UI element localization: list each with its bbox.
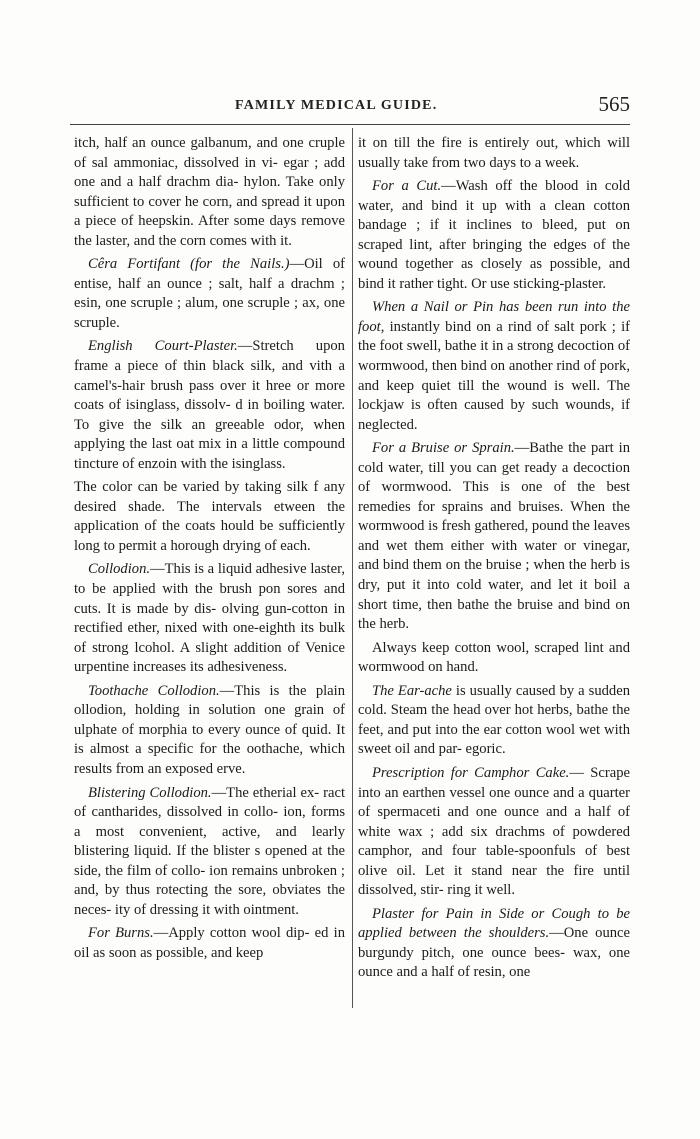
paragraph-text: —Oil of entise, half an ounce ; salt, half a drachm ; esin, one scruple ; alum, one scruple ; ax, one scruple. — [74, 256, 345, 331]
paragraph — [358, 177, 630, 294]
paragraph-heading: Collodion. — [88, 561, 151, 578]
paragraph — [74, 255, 345, 333]
paragraph-text: The color can be varied by taking silk f any desired shade. The intervals etween the application of the coats hould be sufficiently long to permit a horough drying of each. — [74, 479, 345, 554]
paragraph — [358, 298, 630, 435]
paragraph-heading: For a Bruise or Sprain. — [372, 440, 515, 457]
running-title: FAMILY MEDICAL GUIDE. — [235, 98, 438, 113]
paragraph — [74, 134, 345, 251]
paragraph-heading: For a Cut. — [372, 178, 442, 195]
column-divider — [352, 128, 353, 1008]
paragraph-text: instantly bind on a rind of salt pork ; if the foot swell, bathe it in a strong decoction of wormwood, then bind on another rind of pork, and keep quiet till the wound is well. The lockjaw is often caused by such wounds, if neglected. — [358, 318, 630, 433]
paragraph — [358, 134, 630, 173]
right-column — [358, 134, 630, 987]
left-column — [74, 134, 345, 967]
paragraph-text: —Stretch upon frame a piece of thin black silk, and vith a camel's-hair brush pass over it hree or more coats of isinglass, dissolv- d in boiling water. To give the silk an greeable odor, when applying the last oat mix in a little compound tincture of enzoin with the isinglass. — [74, 338, 345, 472]
paragraph-heading: Toothache Collodion. — [88, 682, 220, 699]
paragraph — [358, 764, 630, 901]
paragraph-text: —This is a liquid adhesive laster, to be applied with the brush pon sores and cuts. It is made by dis- olving gun-cotton in rectified ether, nixed with one-eighth its bulk of strong lcohol. A slight addition of Venice urpentine increases its adhesiveness. — [74, 561, 345, 676]
paragraph-text: —Apply cotton wool dip- ed in oil as soon as possible, and keep — [74, 925, 345, 961]
paragraph-heading: For Burns. — [88, 925, 154, 942]
paragraph-text: —This is the plain ollodion, holding in solution one grain of ulphate of morphia to every ounce of quid. It is almost a specific for the oothache, which results from an exposed erve. — [74, 682, 345, 777]
paragraph — [74, 682, 345, 780]
paragraph — [74, 924, 345, 963]
paragraph-heading: English Court-Plaster. — [88, 338, 238, 355]
paragraph — [74, 560, 345, 677]
paragraph — [358, 905, 630, 983]
paragraph — [74, 337, 345, 474]
paragraph — [74, 784, 345, 921]
paragraph-text: Always keep cotton wool, scraped lint and wormwood on hand. — [358, 639, 630, 676]
paragraph — [74, 478, 345, 556]
page-number: 565 — [598, 92, 630, 116]
paragraph — [358, 682, 630, 760]
paragraph-text: —Bathe the part in cold water, till you can get ready a decoction of wormwood. This is one of the best remedies for sprains and bruises. When the wormwood is fresh gathered, pound the leaves and wet them either with water or vinegar, and bind them on the bruise ; when the herb is dry, put it into cold water, and let it boil a short time, then bathe the bruise and bind on the herb. — [358, 440, 630, 633]
paragraph — [358, 639, 630, 678]
paragraph — [358, 439, 630, 634]
paragraph-text: it on till the fire is entirely out, which will usually take from two days to a week. — [358, 135, 630, 171]
paragraph-text: itch, half an ounce galbanum, and one cruple of sal ammoniac, dissolved in vi- egar ; add one and a half drachm dia- hylon. Take only sufficient to cover he corn, and spread it upon a piece of heepskin. After some days remove the laster, and the corn comes with it. — [74, 135, 345, 249]
paragraph-text: —The etherial ex- ract of cantharides, dissolved in collo- ion, forms a most convenient, active, and learly blistering liquid. If the blister s opened at the side, the film of collo- ion remains unbroken ; and, by thus rotecting the sore, obviates the neces- ity of dressing it with ointment. — [74, 784, 345, 918]
paragraph-heading: Prescription for Camphor Cake. — [372, 764, 570, 781]
paragraph-heading: Plaster for Pain in Side or Cough to be applied between the shoulders. — [358, 905, 630, 942]
paragraph-text: —One ounce burgundy pitch, one ounce bees- wax, one ounce and a half of resin, one — [358, 925, 630, 981]
header-rule — [70, 124, 630, 125]
paragraph-text: is usually caused by a sudden cold. Steam the head over hot herbs, bathe the feet, and put into the ear cotton wool wet with sweet oil and par- egoric. — [358, 682, 631, 758]
paragraph-heading: The Ear-ache — [372, 682, 452, 699]
paragraph-heading: Cêra Fortifant (for the Nails.) — [88, 256, 290, 273]
paragraph-text: — Scrape into an earthen vessel one ounce and a quarter of spermaceti and one ounce and a half of white wax ; add six drachms of powdered camphor, and four table-spoonfuls of best olive oil. Let it stand near the fire until dissolved, stir- ring it well. — [358, 764, 630, 899]
paragraph-heading: Blistering Collodion. — [88, 784, 212, 801]
paragraph-text: —Wash off the blood in cold water, and bind it up with a clean cotton bandage ; if it inclines to bleed, put on scraped lint, after bringing the edges of the wound together as closely as possible, and bind it rather tight. Or use sticking-plaster. — [358, 178, 631, 292]
paragraph-heading: When a Nail or Pin has been run into the foot, — [358, 299, 630, 335]
